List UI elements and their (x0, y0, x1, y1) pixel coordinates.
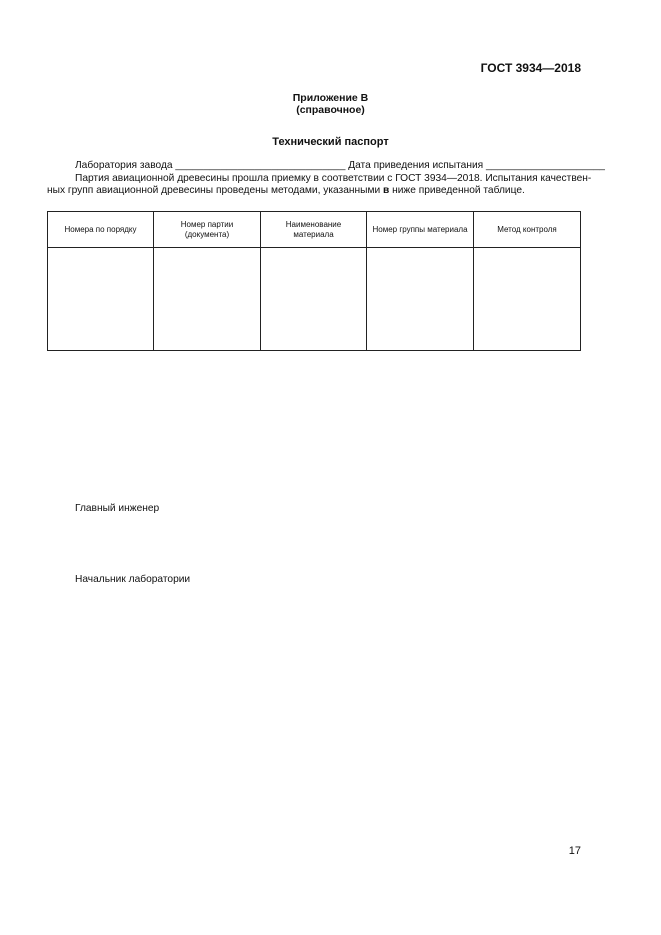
methods-text-end: ниже приведенной таблице. (389, 185, 525, 196)
table-row (48, 248, 581, 351)
col-header-batch: Номер партии (документа) (154, 212, 261, 248)
chief-engineer-signature: Главный инженер (75, 503, 160, 514)
appendix-subtitle: (справочное) (296, 104, 365, 116)
lab-and-date-line: Лаборатория завода ______________________________ Дата приведения испытания _____________________ (75, 160, 605, 171)
col-header-group: Номер группы материала (367, 212, 474, 248)
lab-head-signature: Начальник лаборатории (75, 574, 191, 585)
document-title: Технический паспорт (272, 136, 389, 148)
table-cell (367, 248, 474, 351)
table-cell (48, 248, 154, 351)
col-header-method: Метод контроля (474, 212, 581, 248)
table-header-row (48, 212, 581, 248)
col-header-material: Наименование материала (261, 212, 367, 248)
appendix-title: Приложение В (292, 92, 369, 104)
methods-text-part: ных групп авиационной древесины проведены методами, указанными (47, 185, 383, 196)
methods-text-bold: в (383, 185, 390, 196)
table-cell (474, 248, 581, 351)
acceptance-text-line: Партия авиационной древесины прошла приемку в соответствии с ГОСТ 3934—2018. Испытания качествен- (75, 173, 592, 184)
table-cell (154, 248, 261, 351)
passport-table (47, 211, 581, 351)
page-number: 17 (568, 845, 581, 857)
table-cell (261, 248, 367, 351)
methods-text-line (47, 185, 525, 196)
standard-header: ГОСТ 3934—2018 (480, 61, 581, 75)
col-header-order: Номера по порядку (48, 212, 154, 248)
